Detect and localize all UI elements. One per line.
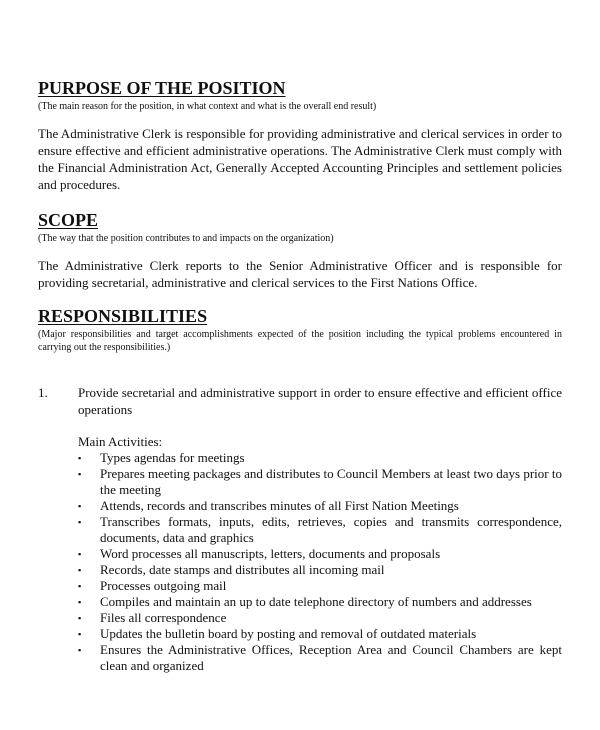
responsibilities-subtitle: (Major responsibilities and target accomplishments expected of the position including the typical problems encountered in carrying out the responsibilities.) (38, 329, 562, 353)
square-bullet-icon: ▪ (78, 597, 82, 607)
document-content (38, 77, 562, 690)
activity-list-item (78, 546, 562, 562)
square-bullet-icon: ▪ (78, 501, 82, 511)
activity-list-item (78, 498, 562, 514)
activity-text: Files all correspondence (100, 610, 227, 625)
square-bullet-icon: ▪ (78, 453, 82, 463)
purpose-subtitle: (The main reason for the position, in what context and what is the overall end result) (38, 101, 377, 112)
activity-list-item (78, 594, 562, 610)
purpose-section (38, 77, 562, 193)
activity-list-item (78, 562, 562, 578)
responsibility-text: Provide secretarial and administrative support in order to ensure effective and efficient office operations (78, 385, 562, 417)
square-bullet-icon: ▪ (78, 469, 82, 479)
activity-text: Processes outgoing mail (100, 578, 227, 593)
activity-list-item (78, 626, 562, 642)
activity-list-item (78, 578, 562, 594)
activity-text: Compiles and maintain an up to date telephone directory of numbers and addresses (100, 594, 532, 609)
activity-text: Attends, records and transcribes minutes of all First Nation Meetings (100, 498, 459, 513)
activity-list-item (78, 514, 562, 546)
responsibilities-heading: RESPONSIBILITIES (38, 306, 208, 326)
responsibility-number: 1. (38, 385, 48, 400)
activity-text: Types agendas for meetings (100, 450, 245, 465)
square-bullet-icon: ▪ (78, 581, 82, 591)
responsibility-body (78, 384, 562, 674)
activity-text: Prepares meeting packages and distributes to Council Members at least two days prior to the meeting (100, 466, 562, 497)
main-activities-label: Main Activities: (78, 434, 163, 449)
activity-text: Transcribes formats, inputs, edits, retrieves, copies and transmits correspondence, documents, data and graphics (100, 514, 562, 545)
square-bullet-icon: ▪ (78, 565, 82, 575)
activity-text: Updates the bulletin board by posting and removal of outdated materials (100, 626, 477, 641)
square-bullet-icon: ▪ (78, 629, 82, 639)
purpose-heading: PURPOSE OF THE POSITION (38, 78, 286, 98)
activity-list-item (78, 450, 562, 466)
scope-subtitle: (The way that the position contributes to and impacts on the organization) (38, 233, 334, 244)
main-activities-list (78, 450, 562, 674)
activity-text: Ensures the Administrative Offices, Reception Area and Council Chambers are kept clean and organized (100, 642, 562, 673)
scope-paragraph: The Administrative Clerk reports to the Senior Administrative Officer and is responsible for providing secretarial, administrative and clerical services to the First Nations Office. (38, 258, 562, 290)
activity-list-item (78, 610, 562, 626)
activity-text: Word processes all manuscripts, letters, documents and proposals (100, 546, 441, 561)
square-bullet-icon: ▪ (78, 613, 82, 623)
purpose-paragraph: The Administrative Clerk is responsible for providing administrative and clerical services in order to ensure effective and efficient administrative operations. The Administrative Clerk must comply with the Financial Administration Act, Generally Accepted Accounting Principles and settlement policies and procedures. (38, 126, 562, 192)
responsibilities-list (38, 384, 562, 674)
square-bullet-icon: ▪ (78, 517, 82, 527)
scope-section (38, 209, 562, 291)
activity-list-item (78, 642, 562, 674)
responsibility-item (38, 384, 562, 674)
activity-list-item (78, 466, 562, 498)
square-bullet-icon: ▪ (78, 645, 82, 655)
responsibilities-section (38, 305, 562, 674)
activity-text: Records, date stamps and distributes all incoming mail (100, 562, 385, 577)
square-bullet-icon: ▪ (78, 549, 82, 559)
scope-heading: SCOPE (38, 210, 99, 230)
